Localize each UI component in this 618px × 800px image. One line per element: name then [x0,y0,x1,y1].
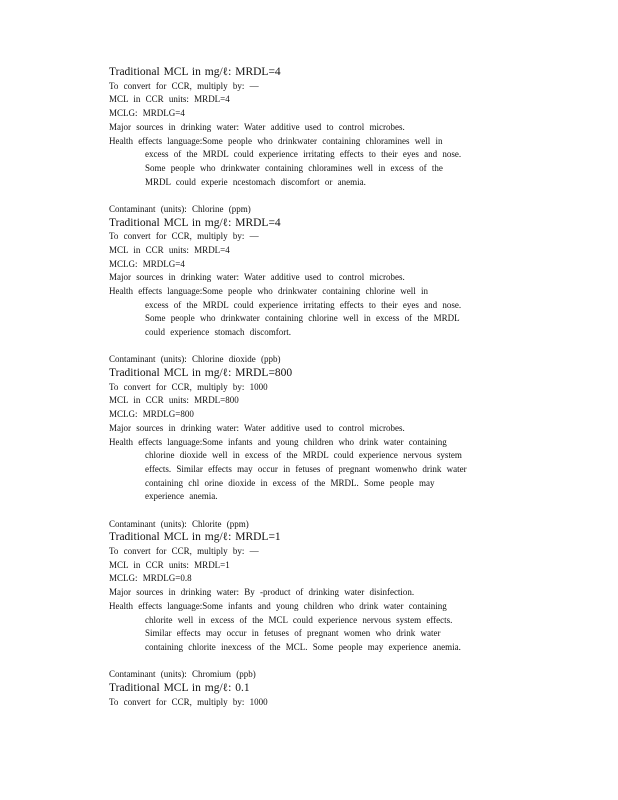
ccr-units-line: MCL in CCR units: MRDL=800 [109,395,239,406]
health-line: chlorite well in excess of the MCL could experience nervous system effects. [145,614,453,625]
contaminant-entry-chlorite [109,518,549,655]
health-line: Health effects language:Some infants and young children who drink water containing [109,600,447,611]
mcl-heading: Traditional MCL in mg/ℓ: MRDL=800 [109,367,293,380]
ccr-units-line: MCL in CCR units: MRDL=4 [109,244,230,255]
health-line: effects. Similar effects may occur in fetuses of pregnant womenwho drink water [145,463,467,474]
health-line: Some people who drinkwater containing chlorine well in excess of the MRDL [145,313,460,324]
contaminant-line: Contaminant (units): Chlorine (ppm) [109,203,251,214]
sources-line: Major sources in drinking water: Water additive used to control microbes. [109,272,405,283]
convert-line: To convert for CCR, multiply by: 1000 [109,381,268,392]
health-line: Health effects language:Some people who drinkwater containing chlorine well in [109,286,428,297]
sources-line: Major sources in drinking water: By -product of drinking water disinfection. [109,587,415,598]
health-line: Health effects language:Some infants and young children who drink water containing [109,436,447,447]
mcl-heading: Traditional MCL in mg/ℓ: MRDL=4 [109,66,281,78]
contaminant-line: Contaminant (units): Chromium (ppb) [109,669,256,680]
ccr-units-line: MCL in CCR units: MRDL=1 [109,559,230,570]
health-line: MRDL could experie ncestomach discomfort or anemia. [145,176,366,187]
health-line: excess of the MRDL could experience irritating effects to their eyes and nose. [145,149,462,160]
health-line: Some people who drinkwater containing chloramines well in excess of the [145,162,443,173]
convert-line: To convert for CCR, multiply by: — [109,546,259,556]
contaminant-entry-chloramines [109,66,549,189]
contaminant-line: Contaminant (units): Chlorine dioxide (ppb) [109,354,281,365]
health-line: containing chlorite inexcess of the MCL. Some people may experience anemia. [145,641,461,652]
mclg-line: MCLG: MRDLG=800 [109,409,194,420]
mcl-heading: Traditional MCL in mg/ℓ: MRDL=4 [109,216,281,229]
sources-line: Major sources in drinking water: Water additive used to control microbes. [109,121,405,132]
health-line: could experience stomach discomfort. [145,327,291,338]
mclg-line: MCLG: MRDLG=4 [109,108,185,119]
convert-line: To convert for CCR, multiply by: — [109,231,259,242]
health-line: excess of the MRDL could experience irritating effects to their eyes and nose. [145,299,462,310]
convert-line: To convert for CCR, multiply by: 1000 [109,696,268,707]
mcl-heading: Traditional MCL in mg/ℓ: 0.1 [109,681,250,694]
convert-line: To convert for CCR, multiply by: — [109,80,259,91]
health-line: Health effects language:Some people who drinkwater containing chloramines well in [109,135,443,146]
health-line: chlorine dioxide well in excess of the MRDL could experience nervous system [145,450,462,461]
sources-line: Major sources in drinking water: Water additive used to control microbes. [109,422,405,433]
mclg-line: MCLG: MRDLG=0.8 [109,573,192,584]
document-page [109,66,549,709]
contaminant-line: Contaminant (units): Chlorite (ppm) [109,518,249,529]
health-line: Similar effects may occur in fetuses of pregnant women who drink water [145,628,441,639]
contaminant-entry-chlorine [109,203,549,340]
ccr-units-line: MCL in CCR units: MRDL=4 [109,94,230,105]
health-line: experience anemia. [145,491,218,502]
health-line: containing chl orine dioxide in excess of the MRDL. Some people may [145,477,435,488]
mcl-heading: Traditional MCL in mg/ℓ: MRDL=1 [109,531,281,544]
mclg-line: MCLG: MRDLG=4 [109,258,185,269]
contaminant-entry-chlorine-dioxide [109,353,549,504]
contaminant-entry-chromium [109,668,549,709]
